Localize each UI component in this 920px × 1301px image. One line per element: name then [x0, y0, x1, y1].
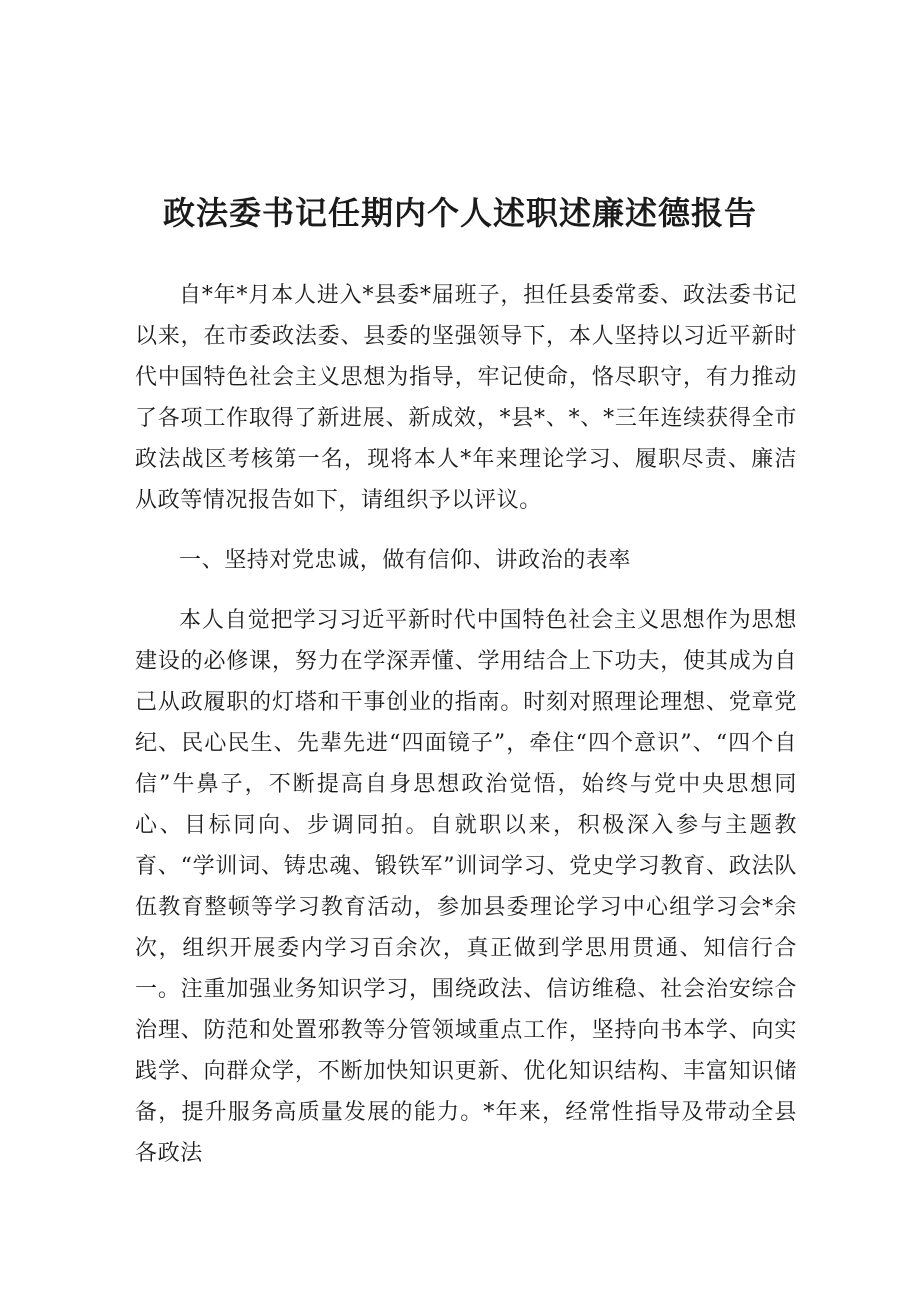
document-body [135, 275, 797, 1174]
intro-paragraph: 自*年*月本人进入*县委*届班子，担任县委常委、政法委书记以来，在市委政法委、县委的坚强领导下，本人坚持以习近平新时代中国特色社会主义思想为指导，牢记使命，恪尽职守，有力推动了各项工作取得了新进展、新成效，*县*、*、*三年连续获得全市政法战区考核第一名，现将本人*年来理论学习、履职尽责、廉洁从政等情况报告如下，请组织予以评议。 [135, 283, 797, 513]
section-heading: 一、坚持对党忠诚，做有信仰、讲政治的表率 [179, 548, 632, 573]
document-title: 政法委书记任期内个人述职述廉述德报告 [162, 194, 757, 232]
section-paragraph: 本人自觉把学习习近平新时代中国特色社会主义思想作为思想建设的必修课，努力在学深弄懂、学用结合上下功夫，使其成为自己从政履职的灯塔和干事创业的指南。时刻对照理论理想、党章党纪、民心民生、先辈先进“四面镜子”，牵住“四个意识”、“四个自信”牛鼻子，不断提高自身思想政治觉悟，始终与党中央思想同心、目标同向、步调同拍。自就职以来，积极深入参与主题教育、“学训词、铸忠魂、锻铁军”训词学习、党史学习教育、政法队伍教育整顿等学习教育活动，参加县委理论学习中心组学习会*余次，组织开展委内学习百余次，真正做到学思用贯通、知信行合一。注重加强业务知识学习，围绕政法、信访维稳、社会治安综合治理、防范和处置邪教等分管领域重点工作，坚持向书本学、向实践学、向群众学，不断加快知识更新、优化知识结构、丰富知识储备，提升服务高质量发展的能力。*年来，经常性指导及带动全县各政法 [135, 608, 797, 1166]
